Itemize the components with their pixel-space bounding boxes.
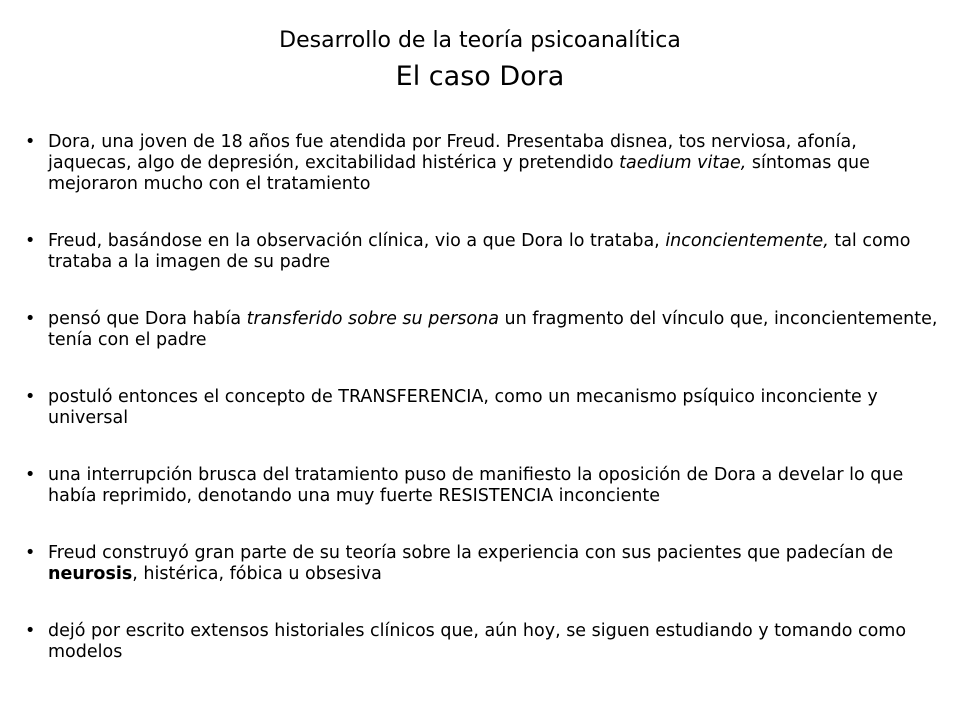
bullet-text: Freud, basándose en la observación clínica, vio a que Dora lo trataba, bbox=[48, 231, 666, 251]
bullet-icon: • bbox=[25, 132, 36, 152]
bullet-item-clinical-histories bbox=[25, 621, 940, 663]
bullet-text: una interrupción brusca del tratamiento puso de manifiesto la oposición de Dora a develar lo que había reprimido, denotando una muy fuerte RESISTENCIA inconciente bbox=[48, 465, 904, 506]
bullet-item-transfer bbox=[25, 309, 940, 351]
bullet-icon: • bbox=[25, 309, 36, 329]
bullet-text: dejó por escrito extensos historiales clínicos que, aún hoy, se siguen estudiando y tomando como modelos bbox=[48, 621, 907, 662]
bullet-text-italic: inconcientemente, bbox=[665, 231, 829, 251]
bullet-item-transferencia-concept bbox=[25, 387, 940, 429]
slide-title-main: Desarrollo de la teoría psicoanalítica bbox=[279, 28, 681, 53]
slide-title-subtitle: El caso Dora bbox=[395, 61, 565, 92]
bullet-item-resistencia bbox=[25, 465, 940, 507]
bullet-text: pensó que Dora había bbox=[48, 309, 247, 329]
bullet-text: Dora, una joven de 18 años fue atendida por Freud. Presentaba disnea, tos nerviosa, afonía, jaquecas, algo de depresión, excitabilidad histérica y pretendido bbox=[48, 132, 857, 173]
bullet-item-freud-observation bbox=[25, 231, 940, 273]
bullet-icon: • bbox=[25, 465, 36, 485]
bullet-text-italic: taedium vitae, bbox=[619, 153, 747, 173]
bullet-icon: • bbox=[25, 621, 36, 641]
bullet-icon: • bbox=[25, 387, 36, 407]
bullet-list bbox=[25, 132, 940, 663]
bullet-text-bold: neurosis bbox=[48, 564, 133, 584]
bullet-item-dora-symptoms bbox=[25, 132, 940, 195]
bullet-text: Freud construyó gran parte de su teoría sobre la experiencia con sus pacientes que padecían de bbox=[48, 543, 894, 563]
bullet-text: , histérica, fóbica u obsesiva bbox=[132, 564, 382, 584]
bullet-text: un fragmento del vínculo que, inconcientemente, tenía con el padre bbox=[48, 309, 938, 350]
bullet-text: postuló entonces el concepto de TRANSFERENCIA, como un mecanismo psíquico inconciente y universal bbox=[48, 387, 878, 428]
slide-title bbox=[0, 24, 960, 96]
bullet-text: síntomas que mejoraron mucho con el tratamiento bbox=[48, 153, 870, 194]
bullet-text-italic: transferido sobre su persona bbox=[246, 309, 499, 329]
bullet-icon: • bbox=[25, 543, 36, 563]
bullet-icon: • bbox=[25, 231, 36, 251]
bullet-item-neurosis bbox=[25, 543, 940, 585]
bullet-text: tal como trataba a la imagen de su padre bbox=[48, 231, 911, 272]
